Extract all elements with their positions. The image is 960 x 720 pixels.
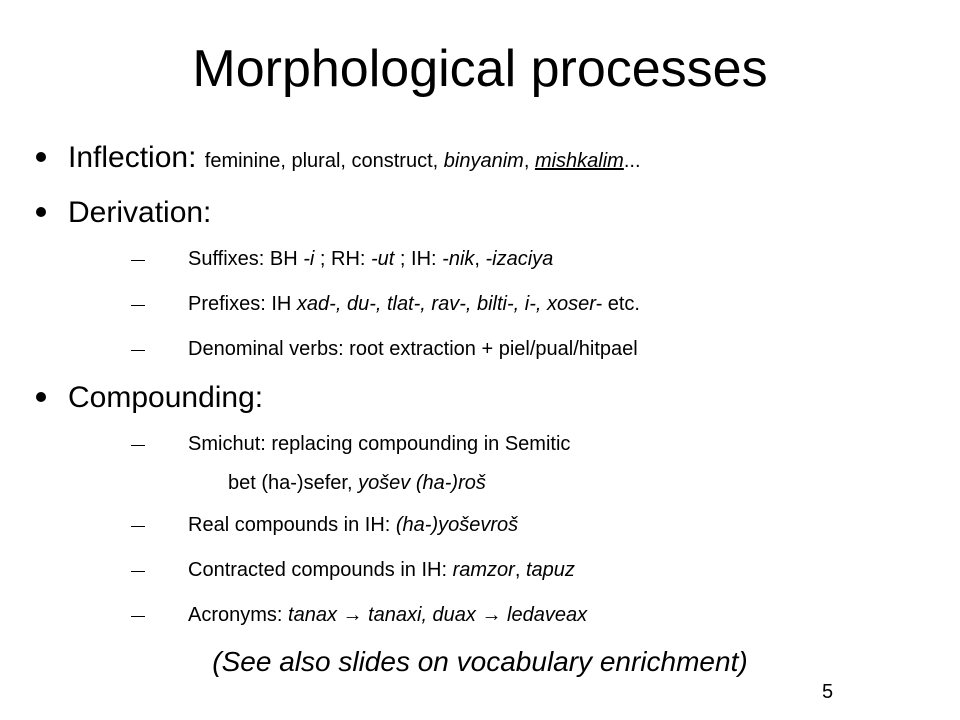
suffixes-text-3: ; IH: — [394, 248, 443, 270]
dash-marker — [131, 305, 145, 306]
subitem-real-compounds — [188, 512, 518, 538]
bullet-compounding — [68, 380, 263, 416]
inflection-ellipsis: ... — [623, 150, 641, 172]
compounding-label: Compounding: — [68, 381, 264, 414]
smichut-example — [228, 470, 486, 496]
suffixes-text-1: Suffixes: BH — [188, 248, 304, 270]
slide-title: Morphological processes — [192, 40, 768, 98]
dash-marker — [131, 571, 145, 572]
inflection-items — [205, 150, 641, 172]
bullet-dot — [36, 392, 46, 402]
smichut-example-1: bet (ha-)sefer, — [228, 472, 359, 494]
contracted-example-1: ramzor — [452, 559, 515, 581]
dash-marker — [131, 616, 145, 617]
bullet-dot — [36, 152, 46, 162]
prefixes-examples: xad-, du-, tlat-, rav-, bilti-, i-, xoser- — [296, 293, 603, 315]
suffixes-ex-4: -izaciya — [485, 248, 554, 270]
real-compounds-text: Real compounds in IH: — [188, 514, 396, 536]
dash-marker — [131, 260, 145, 261]
inflection-binyanim: binyanim — [443, 150, 524, 172]
bullet-inflection — [68, 140, 641, 179]
bullet-derivation — [68, 195, 211, 231]
subitem-denominal — [188, 336, 638, 362]
suffixes-ex-1: -i — [303, 248, 315, 270]
suffixes-text-4: , — [474, 248, 486, 270]
bullet-dot — [36, 207, 46, 217]
inflection-mishkalim: mishkalim — [534, 150, 624, 172]
real-compounds-example: (ha-)yoševroš — [395, 514, 519, 536]
dash-marker — [131, 350, 145, 351]
page-number: 5 — [822, 681, 834, 703]
prefixes-text-2: etc. — [602, 293, 640, 315]
smichut-text: Smichut: replacing compounding in Semitic — [188, 433, 571, 455]
suffixes-ex-3: -nik — [442, 248, 475, 270]
inflection-comma: , — [523, 150, 535, 172]
inflection-items-text: feminine, plural, construct, — [204, 150, 444, 172]
smichut-example-2: yošev (ha-)roš — [358, 472, 486, 494]
subitem-smichut — [188, 431, 570, 457]
acronyms-text: Acronyms: — [188, 604, 289, 626]
subitem-prefixes — [188, 291, 640, 317]
contracted-example-2: tapuz — [525, 559, 575, 581]
subitem-acronyms — [188, 602, 587, 628]
prefixes-text-1: Prefixes: IH — [188, 293, 297, 315]
see-also-note: (See also slides on vocabulary enrichment) — [212, 646, 748, 677]
contracted-text-2: , — [514, 559, 526, 581]
suffixes-text-2: ; RH: — [314, 248, 372, 270]
denominal-text: Denominal verbs: root extraction + piel/pual/hitpael — [188, 338, 638, 360]
derivation-label: Derivation: — [68, 196, 212, 229]
dash-marker — [131, 526, 145, 527]
acronyms-examples: tanax → tanaxi, duax → ledaveax — [288, 604, 588, 626]
subitem-contracted-compounds — [188, 557, 575, 583]
inflection-label: Inflection: — [68, 141, 197, 174]
subitem-suffixes — [188, 246, 553, 272]
contracted-text-1: Contracted compounds in IH: — [188, 559, 453, 581]
suffixes-ex-2: -ut — [371, 248, 395, 270]
dash-marker — [131, 445, 145, 446]
